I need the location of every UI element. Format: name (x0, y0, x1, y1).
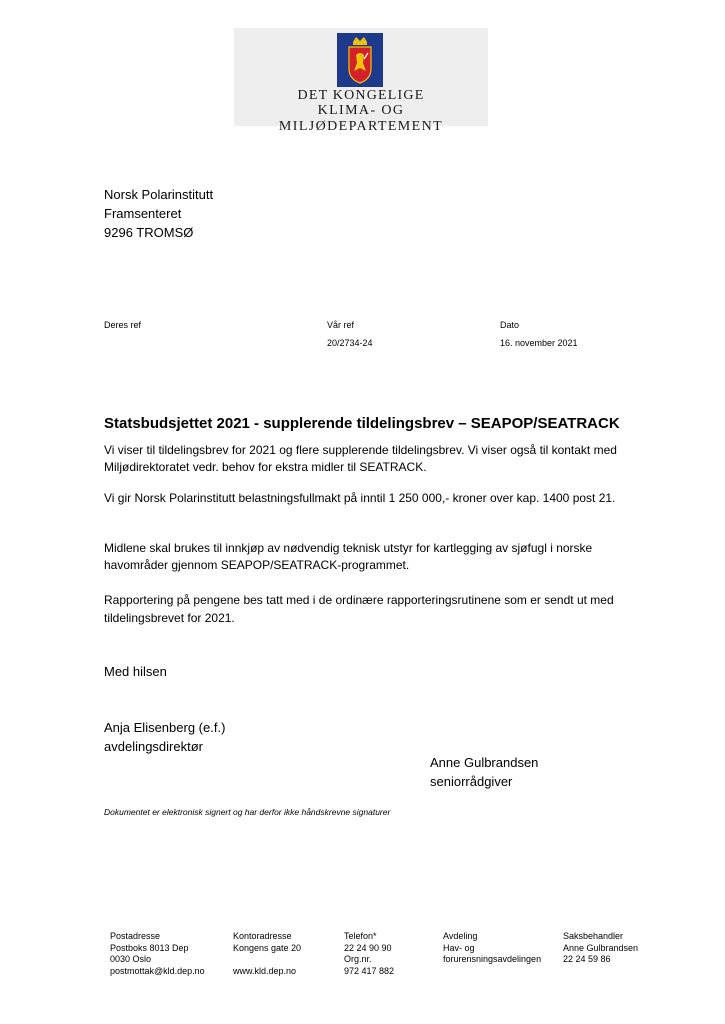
ministry-name-line1: DET KONGELIGE (297, 88, 425, 103)
footer-line: Kongens gate 20 (233, 942, 302, 953)
footer-line: Org.nr. (344, 954, 372, 964)
footer-line: 972 417 882 (344, 965, 395, 976)
footer-heading: Avdeling (443, 931, 478, 941)
footer-case-handler (563, 931, 638, 966)
signature-block-2 (430, 754, 538, 791)
footer-line: forurensningsavdelingen (443, 954, 542, 964)
footer-email: postmottak@kld.dep.no (110, 965, 205, 976)
letter-subject: Statsbudsjettet 2021 - supplerende tildelingsbrev – SEAPOP/SEATRACK (104, 415, 620, 432)
footer-heading: Telefon* (344, 931, 377, 941)
signature-block-1 (104, 719, 225, 756)
var-ref-value: 20/2734-24 (327, 338, 373, 348)
footer-line (233, 954, 301, 966)
footer-phone (344, 931, 394, 977)
signer-title: avdelingsdirektør (104, 738, 203, 754)
footer-website: www.kld.dep.no (233, 965, 297, 976)
footer-line: Anne Gulbrandsen (563, 942, 639, 953)
footer-line: 22 24 59 86 (563, 954, 611, 964)
footer-office-address (233, 931, 301, 977)
closing-greeting: Med hilsen (104, 664, 167, 679)
recipient-address (104, 185, 213, 242)
footer-line: 0030 Oslo (110, 954, 152, 964)
signer-title: seniorrådgiver (430, 773, 513, 789)
body-paragraph: Vi viser til tildelingsbrev for 2021 og flere supplerende tildelingsbrev. Vi viser også til kontakt med Miljødirektoratet vedr. behov for ekstra midler til SEATRACK. (104, 443, 617, 474)
footer-heading: Postadresse (110, 931, 161, 941)
recipient-name: Norsk Polarinstitutt (104, 187, 214, 202)
body-paragraph: Midlene skal brukes til innkjøp av nødvendig teknisk utstyr for kartlegging av sjøfugl i norske havområder gjennom SEAPOP/SEATRACK-programmet. (104, 541, 593, 572)
signature-note: Dokumentet er elektronisk signert og har derfor ikke håndskrevne signaturer (104, 807, 391, 817)
footer-line: 22 24 90 90 (344, 942, 392, 953)
coat-of-arms-icon (337, 33, 383, 87)
footer-line: Hav- og (443, 942, 475, 953)
footer-line: Postboks 8013 Dep (110, 942, 189, 953)
footer-heading: Kontoradresse (233, 931, 292, 941)
recipient-postal: 9296 TROMSØ (104, 225, 194, 240)
date-value: 16. november 2021 (500, 338, 578, 348)
ministry-name-line2: KLIMA- OG MILJØDEPARTEMENT (278, 103, 444, 134)
deres-ref-label: Deres ref (104, 320, 142, 330)
footer-department (443, 931, 541, 966)
recipient-unit: Framsenteret (104, 206, 182, 221)
footer-postal-address (110, 931, 205, 977)
footer-heading: Saksbehandler (563, 931, 624, 941)
body-paragraph: Vi gir Norsk Polarinstitutt belastningsfullmakt på inntil 1 250 000,- kroner over kap. 1400 post 21. (104, 491, 616, 505)
signer-name: Anja Elisenberg (e.f.) (104, 720, 226, 735)
var-ref-label: Vår ref (327, 320, 355, 330)
body-paragraph: Rapportering på pengene bes tatt med i de ordinære rapporteringsrutinene som er sendt ut med tildelingsbrevet for 2021. (104, 593, 614, 625)
date-label: Dato (500, 320, 520, 330)
signer-name: Anne Gulbrandsen (430, 755, 539, 770)
